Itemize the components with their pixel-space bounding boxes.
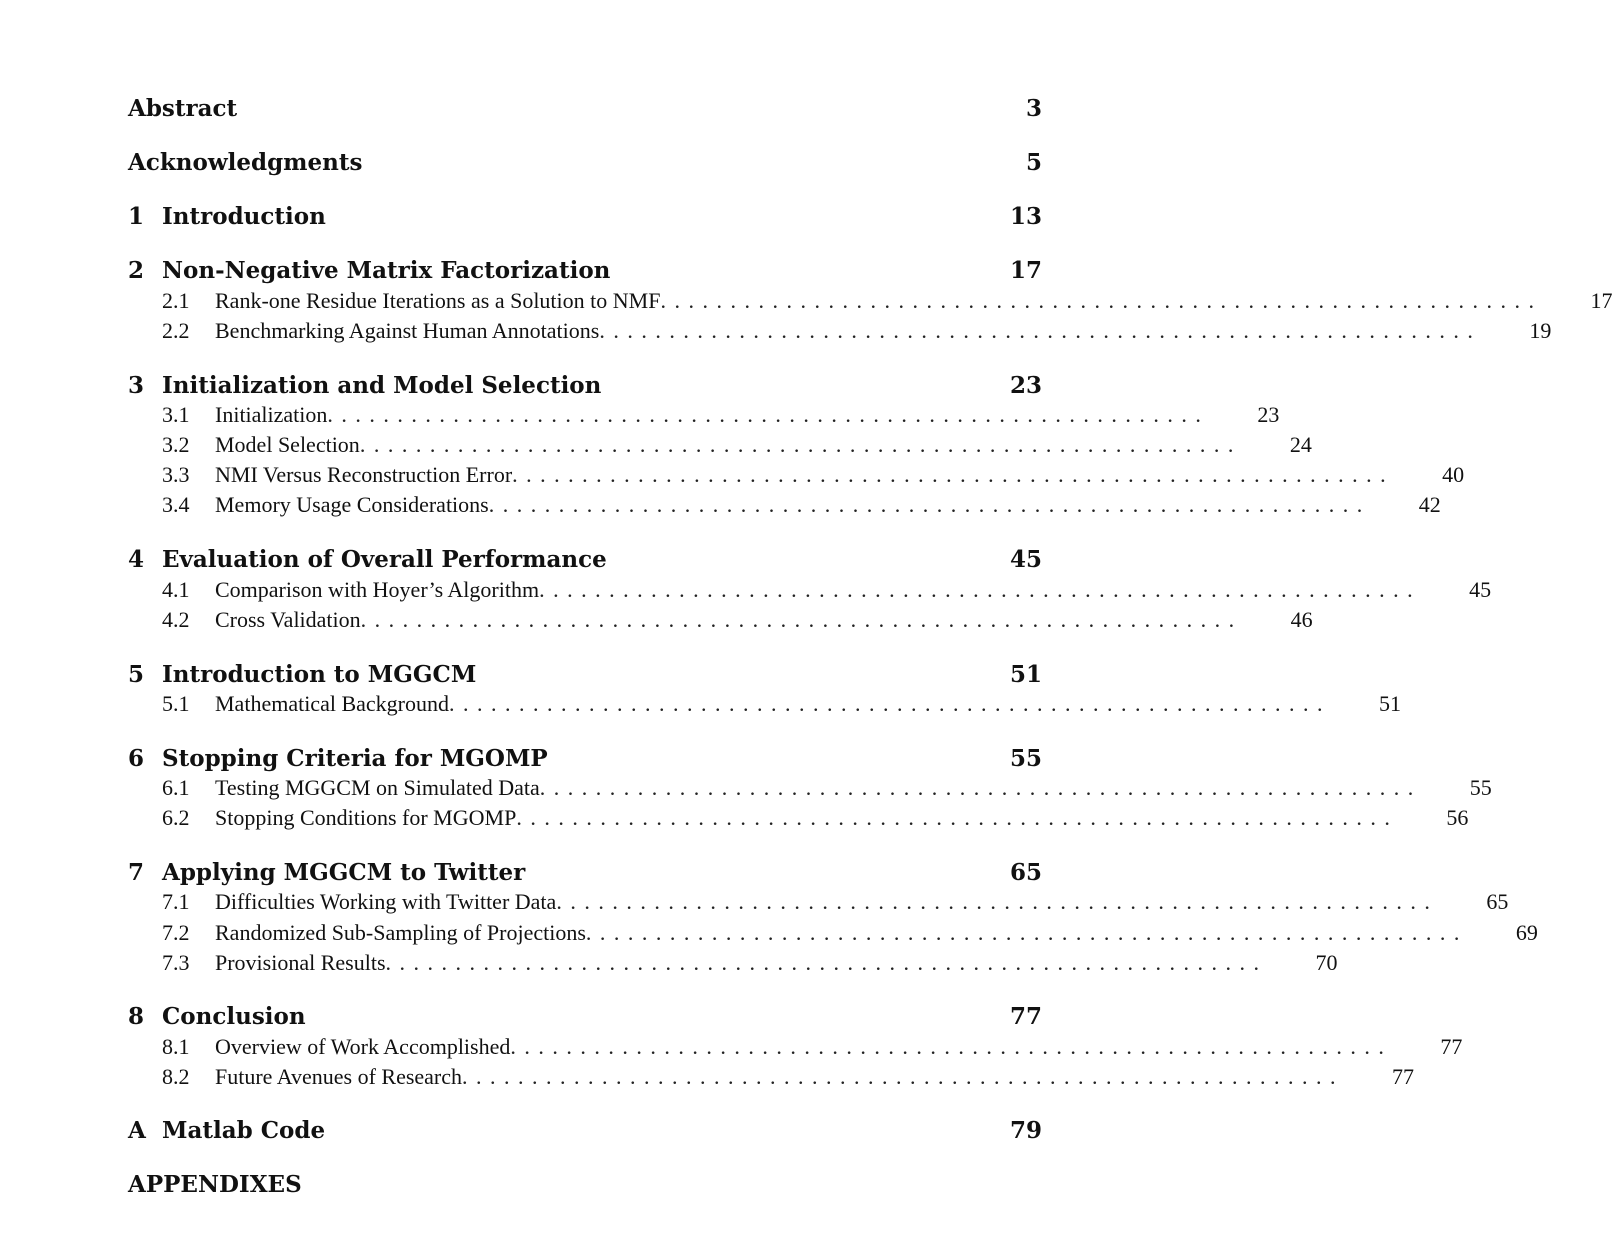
section-number: 8.1 bbox=[162, 1034, 190, 1059]
toc-section-7-2[interactable] bbox=[128, 920, 1538, 950]
toc-entry-acknowledgments[interactable] bbox=[128, 149, 1042, 179]
section-number: 7.2 bbox=[162, 920, 190, 945]
toc-section-2-1[interactable] bbox=[128, 288, 1612, 318]
section-number: 3.2 bbox=[162, 432, 190, 457]
section-number: 4.2 bbox=[162, 607, 190, 632]
chapter-number: 8 bbox=[128, 1003, 145, 1030]
section-page: 40 bbox=[1442, 462, 1465, 487]
section-page: 70 bbox=[1315, 950, 1338, 975]
section-title: Memory Usage Considerations bbox=[215, 492, 489, 517]
toc-section-3-4[interactable] bbox=[128, 492, 1441, 522]
section-page: 77 bbox=[1440, 1034, 1463, 1059]
section-page: 45 bbox=[1469, 577, 1492, 602]
section-title: Model Selection bbox=[215, 432, 360, 457]
section-number: 8.2 bbox=[162, 1064, 190, 1089]
toc-section-4-2[interactable] bbox=[128, 607, 1313, 637]
toc-section-7-3[interactable] bbox=[128, 950, 1338, 980]
section-page: 42 bbox=[1418, 492, 1441, 517]
chapter-page: 55 bbox=[1009, 745, 1042, 772]
toc-section-7-1[interactable] bbox=[128, 889, 1509, 919]
section-number: 4.1 bbox=[162, 577, 190, 602]
chapter-number: 3 bbox=[128, 372, 145, 399]
section-title: Cross Validation bbox=[215, 607, 361, 632]
section-page: 51 bbox=[1378, 691, 1401, 716]
leader-dots: ............................................................... bbox=[599, 318, 1482, 343]
leader-dots: ............................................................... bbox=[488, 492, 1371, 517]
section-title: Benchmarking Against Human Annotations bbox=[215, 318, 600, 343]
section-title: Randomized Sub-Sampling of Projections bbox=[215, 920, 586, 945]
section-title: Mathematical Background bbox=[215, 691, 449, 716]
section-number: 2.1 bbox=[162, 288, 190, 313]
toc-chapter-6[interactable] bbox=[128, 745, 1042, 775]
toc-section-3-3[interactable] bbox=[128, 462, 1465, 492]
leader-dots: ............................................................... bbox=[516, 805, 1399, 830]
toc-section-5-1[interactable] bbox=[128, 691, 1401, 721]
section-number: 3.3 bbox=[162, 462, 190, 487]
section-number: 6.2 bbox=[162, 805, 190, 830]
toc-section-6-1[interactable] bbox=[128, 775, 1492, 805]
section-page: 65 bbox=[1486, 889, 1509, 914]
toc-chapter-7[interactable] bbox=[128, 859, 1042, 889]
section-page: 19 bbox=[1529, 318, 1552, 343]
section-title: Provisional Results bbox=[215, 950, 386, 975]
leader-dots: ............................................................... bbox=[462, 1064, 1345, 1089]
section-title: Rank-one Residue Iterations as a Solution to NMF bbox=[215, 288, 661, 313]
section-number: 3.4 bbox=[162, 492, 190, 517]
toc-section-2-2[interactable] bbox=[128, 318, 1552, 348]
chapter-title: Introduction bbox=[162, 203, 326, 230]
chapter-page: 17 bbox=[1009, 257, 1042, 284]
leader-dots: ............................................................... bbox=[660, 288, 1543, 313]
leader-dots: ............................................................... bbox=[585, 920, 1468, 945]
toc-appendixes-heading bbox=[128, 1171, 1042, 1201]
chapter-number: 6 bbox=[128, 745, 145, 772]
section-page: 55 bbox=[1469, 775, 1492, 800]
chapter-page: 65 bbox=[1009, 859, 1042, 886]
chapter-number: 5 bbox=[128, 661, 145, 688]
section-page: 77 bbox=[1392, 1064, 1415, 1089]
leader-dots: ............................................................... bbox=[327, 402, 1210, 427]
chapter-title: Initialization and Model Selection bbox=[162, 372, 602, 399]
section-number: 7.3 bbox=[162, 950, 190, 975]
chapter-title: Non-Negative Matrix Factorization bbox=[162, 257, 611, 284]
chapter-page: 77 bbox=[1009, 1003, 1042, 1030]
section-page: 46 bbox=[1290, 607, 1313, 632]
toc-chapter-1[interactable] bbox=[128, 203, 1042, 233]
section-number: 5.1 bbox=[162, 691, 190, 716]
section-title: Future Avenues of Research bbox=[215, 1064, 463, 1089]
toc-chapter-2[interactable] bbox=[128, 257, 1042, 287]
chapter-page: 45 bbox=[1009, 546, 1042, 573]
chapter-page: 79 bbox=[1009, 1117, 1042, 1144]
toc-section-3-1[interactable] bbox=[128, 402, 1280, 432]
toc-section-3-2[interactable] bbox=[128, 432, 1312, 462]
leader-dots: ............................................................... bbox=[539, 775, 1422, 800]
section-page: 69 bbox=[1515, 920, 1538, 945]
toc-chapter-3[interactable] bbox=[128, 372, 1042, 402]
leader-dots: ............................................................... bbox=[360, 607, 1243, 632]
chapter-title: Introduction to MGGCM bbox=[162, 661, 477, 688]
toc-entry-page: 5 bbox=[1025, 149, 1042, 176]
toc-entry-page: 3 bbox=[1025, 95, 1042, 122]
toc-section-8-1[interactable] bbox=[128, 1034, 1463, 1064]
toc-section-4-1[interactable] bbox=[128, 577, 1492, 607]
section-number: 6.1 bbox=[162, 775, 190, 800]
chapter-number: 1 bbox=[128, 203, 145, 230]
toc-entry-abstract[interactable] bbox=[128, 95, 1042, 125]
toc-section-6-2[interactable] bbox=[128, 805, 1469, 835]
chapter-page: 23 bbox=[1009, 372, 1042, 399]
chapter-number: 4 bbox=[128, 546, 145, 573]
section-number: 7.1 bbox=[162, 889, 190, 914]
chapter-page: 51 bbox=[1009, 661, 1042, 688]
section-title: Difficulties Working with Twitter Data bbox=[215, 889, 557, 914]
chapter-title: Matlab Code bbox=[162, 1117, 326, 1144]
leader-dots: ............................................................... bbox=[359, 432, 1242, 457]
leader-dots: ............................................................... bbox=[556, 889, 1439, 914]
section-title: Overview of Work Accomplished bbox=[215, 1034, 511, 1059]
chapter-number: 2 bbox=[128, 257, 145, 284]
chapter-title: Conclusion bbox=[162, 1003, 306, 1030]
section-page: 17 bbox=[1590, 288, 1612, 313]
chapter-page: 13 bbox=[1009, 203, 1042, 230]
toc-chapter-4[interactable] bbox=[128, 546, 1042, 576]
section-number: 3.1 bbox=[162, 402, 190, 427]
section-page: 24 bbox=[1289, 432, 1312, 457]
leader-dots: ............................................................... bbox=[512, 462, 1395, 487]
leader-dots: ............................................................... bbox=[539, 577, 1422, 602]
chapter-number: A bbox=[128, 1117, 146, 1144]
toc-chapter-8[interactable] bbox=[128, 1003, 1042, 1033]
section-title: Comparison with Hoyer’s Algorithm bbox=[215, 577, 540, 602]
section-title: Testing MGGCM on Simulated Data bbox=[215, 775, 540, 800]
toc-entry-title: Abstract bbox=[128, 95, 238, 122]
appendixes-label: APPENDIXES bbox=[128, 1171, 302, 1198]
section-number: 2.2 bbox=[162, 318, 190, 343]
chapter-title: Stopping Criteria for MGOMP bbox=[162, 745, 548, 772]
chapter-title: Evaluation of Overall Performance bbox=[162, 546, 607, 573]
leader-dots: ............................................................... bbox=[510, 1034, 1393, 1059]
section-page: 23 bbox=[1257, 402, 1280, 427]
toc-entry-title: Acknowledgments bbox=[128, 149, 363, 176]
section-title: Stopping Conditions for MGOMP bbox=[215, 805, 517, 830]
section-page: 56 bbox=[1446, 805, 1469, 830]
chapter-number: 7 bbox=[128, 859, 145, 886]
toc-chapter-5[interactable] bbox=[128, 661, 1042, 691]
leader-dots: ............................................................... bbox=[385, 950, 1268, 975]
section-title: NMI Versus Reconstruction Error bbox=[215, 462, 513, 487]
toc-section-8-2[interactable] bbox=[128, 1064, 1415, 1094]
toc-appendix-a[interactable] bbox=[128, 1117, 1042, 1147]
leader-dots: ............................................................... bbox=[448, 691, 1331, 716]
section-title: Initialization bbox=[215, 402, 328, 427]
chapter-title: Applying MGGCM to Twitter bbox=[162, 859, 526, 886]
